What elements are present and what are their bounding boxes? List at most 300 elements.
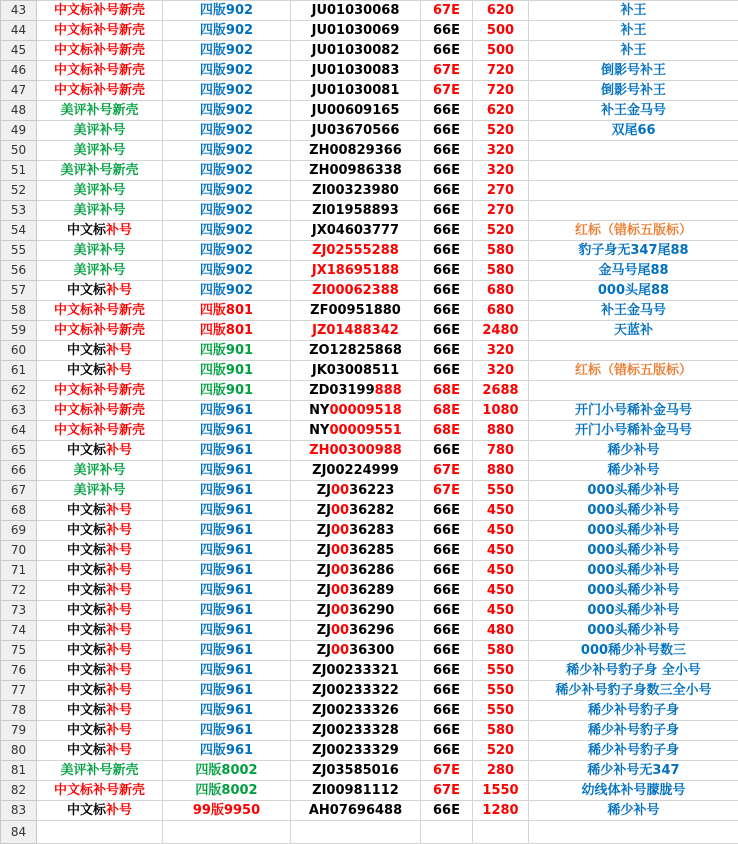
row-number-header[interactable]: 70 <box>1 541 37 561</box>
cell-version[interactable] <box>163 1 291 21</box>
row-number-header[interactable]: 49 <box>1 121 37 141</box>
cell-price[interactable]: 520 <box>473 121 529 141</box>
cell-version[interactable] <box>163 641 291 661</box>
cell-version[interactable] <box>163 221 291 241</box>
cell-serial[interactable] <box>291 261 421 281</box>
cell-note[interactable] <box>529 301 738 321</box>
cell-serial[interactable] <box>291 421 421 441</box>
cell-code[interactable]: 66E <box>421 281 473 301</box>
cell-version[interactable] <box>163 161 291 181</box>
cell-version[interactable] <box>163 181 291 201</box>
cell-price[interactable]: 320 <box>473 161 529 181</box>
cell-note[interactable] <box>529 681 738 701</box>
cell-serial-text: ZI00062388 <box>312 283 399 298</box>
cell-code[interactable]: 66E <box>421 601 473 621</box>
cell-serial[interactable] <box>291 721 421 741</box>
cell-type[interactable] <box>37 461 163 481</box>
cell-code[interactable]: 66E <box>421 321 473 341</box>
cell-price[interactable]: 320 <box>473 141 529 161</box>
cell-price[interactable]: 1280 <box>473 801 529 821</box>
cell-price[interactable]: 680 <box>473 281 529 301</box>
row-number-header[interactable]: 79 <box>1 721 37 741</box>
cell-note[interactable] <box>529 361 738 381</box>
cell-serial[interactable] <box>291 341 421 361</box>
cell-code[interactable]: 66E <box>421 121 473 141</box>
cell-price[interactable]: 520 <box>473 221 529 241</box>
row-number-header[interactable]: 57 <box>1 281 37 301</box>
cell-type[interactable] <box>37 381 163 401</box>
cell-type[interactable] <box>37 201 163 221</box>
cell-type[interactable] <box>37 661 163 681</box>
row-number-header[interactable]: 54 <box>1 221 37 241</box>
cell-type[interactable] <box>37 821 163 844</box>
cell-note[interactable] <box>529 21 738 41</box>
cell-price[interactable]: 780 <box>473 441 529 461</box>
cell-serial[interactable] <box>291 441 421 461</box>
row-number-header[interactable]: 51 <box>1 161 37 181</box>
cell-version[interactable] <box>163 81 291 101</box>
cell-note[interactable] <box>529 61 738 81</box>
cell-serial[interactable] <box>291 701 421 721</box>
cell-serial[interactable] <box>291 801 421 821</box>
row-number-header[interactable]: 58 <box>1 301 37 321</box>
cell-price[interactable]: 1550 <box>473 781 529 801</box>
cell-note[interactable] <box>529 821 738 844</box>
cell-code[interactable]: 66E <box>421 21 473 41</box>
cell-serial[interactable] <box>291 541 421 561</box>
cell-serial[interactable] <box>291 821 421 844</box>
row-number-header[interactable]: 82 <box>1 781 37 801</box>
cell-serial[interactable] <box>291 41 421 61</box>
cell-type[interactable] <box>37 541 163 561</box>
cell-price[interactable]: 320 <box>473 341 529 361</box>
cell-version[interactable] <box>163 41 291 61</box>
cell-code[interactable]: 66E <box>421 521 473 541</box>
cell-price[interactable]: 450 <box>473 541 529 561</box>
cell-version[interactable] <box>163 121 291 141</box>
row-number-header[interactable]: 43 <box>1 1 37 21</box>
cell-version[interactable] <box>163 101 291 121</box>
cell-code[interactable]: 66E <box>421 501 473 521</box>
row-number-header[interactable]: 68 <box>1 501 37 521</box>
cell-note[interactable] <box>529 481 738 501</box>
cell-note[interactable] <box>529 81 738 101</box>
cell-type[interactable] <box>37 641 163 661</box>
cell-price[interactable]: 480 <box>473 621 529 641</box>
cell-type[interactable] <box>37 221 163 241</box>
cell-serial[interactable] <box>291 401 421 421</box>
row-number-header[interactable]: 83 <box>1 801 37 821</box>
cell-code[interactable]: 68E <box>421 381 473 401</box>
row-number-header[interactable]: 73 <box>1 601 37 621</box>
row-number-header[interactable]: 64 <box>1 421 37 441</box>
cell-serial-text: JU01030083 <box>311 63 400 78</box>
cell-type[interactable] <box>37 41 163 61</box>
cell-note[interactable] <box>529 1 738 21</box>
cell-type[interactable] <box>37 101 163 121</box>
cell-code[interactable]: 66E <box>421 801 473 821</box>
cell-code[interactable]: 66E <box>421 581 473 601</box>
cell-price[interactable]: 880 <box>473 421 529 441</box>
cell-price[interactable]: 450 <box>473 501 529 521</box>
cell-note[interactable] <box>529 401 738 421</box>
cell-serial[interactable] <box>291 141 421 161</box>
cell-price[interactable]: 580 <box>473 241 529 261</box>
cell-version[interactable] <box>163 21 291 41</box>
cell-type[interactable] <box>37 521 163 541</box>
cell-code[interactable]: 66E <box>421 161 473 181</box>
cell-serial[interactable] <box>291 301 421 321</box>
cell-version[interactable] <box>163 301 291 321</box>
cell-version[interactable] <box>163 441 291 461</box>
cell-code[interactable]: 67E <box>421 481 473 501</box>
cell-serial[interactable] <box>291 581 421 601</box>
cell-note[interactable] <box>529 421 738 441</box>
cell-note[interactable] <box>529 321 738 341</box>
cell-code[interactable]: 66E <box>421 741 473 761</box>
cell-type[interactable] <box>37 481 163 501</box>
cell-type[interactable] <box>37 241 163 261</box>
cell-price[interactable]: 280 <box>473 761 529 781</box>
cell-code[interactable]: 67E <box>421 81 473 101</box>
row-number-header[interactable]: 50 <box>1 141 37 161</box>
cell-type[interactable] <box>37 361 163 381</box>
cell-serial[interactable] <box>291 241 421 261</box>
row-number-header[interactable]: 61 <box>1 361 37 381</box>
cell-code[interactable]: 66E <box>421 301 473 321</box>
cell-serial[interactable] <box>291 361 421 381</box>
cell-price[interactable]: 2688 <box>473 381 529 401</box>
cell-price[interactable]: 520 <box>473 741 529 761</box>
cell-type[interactable] <box>37 441 163 461</box>
cell-type[interactable] <box>37 161 163 181</box>
cell-price[interactable]: 550 <box>473 701 529 721</box>
cell-type[interactable] <box>37 741 163 761</box>
cell-version[interactable] <box>163 501 291 521</box>
cell-version[interactable] <box>163 661 291 681</box>
cell-version[interactable] <box>163 681 291 701</box>
cell-type[interactable] <box>37 801 163 821</box>
cell-type[interactable] <box>37 261 163 281</box>
cell-note[interactable] <box>529 761 738 781</box>
cell-version[interactable] <box>163 421 291 441</box>
cell-type[interactable] <box>37 21 163 41</box>
row-number-header[interactable]: 62 <box>1 381 37 401</box>
cell-serial[interactable] <box>291 601 421 621</box>
cell-serial[interactable] <box>291 201 421 221</box>
row-number-header[interactable]: 76 <box>1 661 37 681</box>
row-number-header[interactable]: 63 <box>1 401 37 421</box>
cell-price[interactable]: 500 <box>473 21 529 41</box>
cell-note[interactable] <box>529 441 738 461</box>
cell-serial[interactable] <box>291 641 421 661</box>
cell-code[interactable]: 66E <box>421 221 473 241</box>
cell-version[interactable] <box>163 401 291 421</box>
cell-note[interactable] <box>529 201 738 221</box>
cell-version[interactable] <box>163 461 291 481</box>
cell-code[interactable]: 67E <box>421 781 473 801</box>
cell-version[interactable] <box>163 561 291 581</box>
cell-price[interactable]: 450 <box>473 561 529 581</box>
cell-serial[interactable] <box>291 221 421 241</box>
cell-version[interactable] <box>163 521 291 541</box>
cell-note[interactable] <box>529 501 738 521</box>
table-row <box>1 401 738 421</box>
cell-price[interactable]: 450 <box>473 581 529 601</box>
row-number-header[interactable]: 78 <box>1 701 37 721</box>
cell-code[interactable]: 66E <box>421 541 473 561</box>
row-number-header[interactable]: 59 <box>1 321 37 341</box>
row-number-header[interactable]: 52 <box>1 181 37 201</box>
cell-type[interactable] <box>37 561 163 581</box>
row-number-header[interactable]: 60 <box>1 341 37 361</box>
cell-code[interactable]: 66E <box>421 561 473 581</box>
row-number-header[interactable]: 48 <box>1 101 37 121</box>
cell-note[interactable] <box>529 641 738 661</box>
cell-serial[interactable] <box>291 481 421 501</box>
cell-code[interactable]: 68E <box>421 401 473 421</box>
cell-price[interactable]: 2480 <box>473 321 529 341</box>
cell-type[interactable] <box>37 781 163 801</box>
cell-type[interactable] <box>37 401 163 421</box>
cell-serial[interactable] <box>291 121 421 141</box>
cell-code[interactable]: 66E <box>421 261 473 281</box>
cell-note[interactable] <box>529 41 738 61</box>
cell-serial[interactable] <box>291 381 421 401</box>
cell-serial[interactable] <box>291 761 421 781</box>
cell-note[interactable] <box>529 121 738 141</box>
cell-code[interactable]: 66E <box>421 441 473 461</box>
cell-serial-text: ZH00829366 <box>309 143 402 158</box>
cell-serial[interactable] <box>291 621 421 641</box>
cell-code[interactable]: 66E <box>421 101 473 121</box>
cell-price[interactable]: 270 <box>473 201 529 221</box>
cell-type[interactable] <box>37 61 163 81</box>
cell-version[interactable] <box>163 241 291 261</box>
cell-serial[interactable] <box>291 161 421 181</box>
cell-serial[interactable] <box>291 781 421 801</box>
cell-code[interactable]: 67E <box>421 61 473 81</box>
cell-note[interactable] <box>529 141 738 161</box>
cell-price[interactable]: 550 <box>473 661 529 681</box>
cell-price[interactable] <box>473 821 529 844</box>
cell-code[interactable]: 67E <box>421 761 473 781</box>
cell-note[interactable] <box>529 461 738 481</box>
row-number-header[interactable]: 71 <box>1 561 37 581</box>
cell-type[interactable] <box>37 281 163 301</box>
cell-note[interactable] <box>529 341 738 361</box>
cell-note[interactable] <box>529 741 738 761</box>
cell-type[interactable] <box>37 181 163 201</box>
row-number-header[interactable]: 56 <box>1 261 37 281</box>
cell-code[interactable]: 66E <box>421 181 473 201</box>
cell-code[interactable]: 66E <box>421 621 473 641</box>
row-number-header[interactable]: 53 <box>1 201 37 221</box>
cell-code[interactable]: 66E <box>421 641 473 661</box>
cell-type[interactable] <box>37 321 163 341</box>
row-number-header[interactable]: 67 <box>1 481 37 501</box>
cell-serial[interactable] <box>291 661 421 681</box>
cell-note[interactable] <box>529 721 738 741</box>
cell-serial[interactable] <box>291 81 421 101</box>
cell-price[interactable]: 270 <box>473 181 529 201</box>
cell-note[interactable] <box>529 541 738 561</box>
cell-version[interactable] <box>163 601 291 621</box>
cell-price[interactable]: 620 <box>473 101 529 121</box>
cell-version[interactable] <box>163 761 291 781</box>
cell-version[interactable] <box>163 541 291 561</box>
cell-version[interactable] <box>163 361 291 381</box>
row-number-header[interactable]: 72 <box>1 581 37 601</box>
cell-type[interactable] <box>37 681 163 701</box>
cell-note[interactable] <box>529 521 738 541</box>
cell-note[interactable] <box>529 101 738 121</box>
cell-serial[interactable] <box>291 101 421 121</box>
cell-note[interactable] <box>529 381 738 401</box>
cell-version[interactable] <box>163 781 291 801</box>
cell-version[interactable] <box>163 701 291 721</box>
cell-price[interactable]: 450 <box>473 521 529 541</box>
cell-type[interactable] <box>37 701 163 721</box>
row-number-header[interactable]: 45 <box>1 41 37 61</box>
cell-type[interactable] <box>37 81 163 101</box>
cell-version[interactable] <box>163 321 291 341</box>
cell-note[interactable] <box>529 661 738 681</box>
cell-serial[interactable] <box>291 521 421 541</box>
row-number-header[interactable]: 77 <box>1 681 37 701</box>
cell-version[interactable] <box>163 801 291 821</box>
cell-serial[interactable] <box>291 681 421 701</box>
cell-type[interactable] <box>37 1 163 21</box>
cell-serial[interactable] <box>291 1 421 21</box>
cell-serial[interactable] <box>291 281 421 301</box>
row-number-header[interactable]: 81 <box>1 761 37 781</box>
cell-price[interactable]: 320 <box>473 361 529 381</box>
cell-type-text: 美评补号新壳 <box>60 763 139 778</box>
cell-type[interactable] <box>37 501 163 521</box>
cell-version[interactable] <box>163 381 291 401</box>
row-number-header[interactable]: 65 <box>1 441 37 461</box>
cell-serial[interactable] <box>291 501 421 521</box>
cell-note[interactable] <box>529 181 738 201</box>
cell-version[interactable] <box>163 581 291 601</box>
row-number-header[interactable]: 69 <box>1 521 37 541</box>
cell-code[interactable]: 66E <box>421 201 473 221</box>
cell-price[interactable]: 580 <box>473 261 529 281</box>
cell-code[interactable]: 66E <box>421 141 473 161</box>
cell-code[interactable]: 66E <box>421 661 473 681</box>
row-number-header[interactable]: 74 <box>1 621 37 641</box>
cell-code[interactable]: 66E <box>421 701 473 721</box>
cell-code[interactable]: 67E <box>421 461 473 481</box>
cell-type[interactable] <box>37 761 163 781</box>
cell-version[interactable] <box>163 61 291 81</box>
row-number-header[interactable]: 55 <box>1 241 37 261</box>
cell-code[interactable]: 67E <box>421 1 473 21</box>
cell-price[interactable]: 580 <box>473 641 529 661</box>
cell-version[interactable] <box>163 741 291 761</box>
cell-code[interactable]: 66E <box>421 361 473 381</box>
cell-note[interactable] <box>529 801 738 821</box>
cell-serial[interactable] <box>291 321 421 341</box>
cell-code[interactable]: 68E <box>421 421 473 441</box>
cell-price[interactable]: 1080 <box>473 401 529 421</box>
row-number-header[interactable]: 75 <box>1 641 37 661</box>
cell-code[interactable]: 66E <box>421 41 473 61</box>
cell-price[interactable]: 550 <box>473 681 529 701</box>
cell-version[interactable] <box>163 821 291 844</box>
cell-version[interactable] <box>163 201 291 221</box>
cell-serial[interactable] <box>291 561 421 581</box>
cell-price[interactable]: 500 <box>473 41 529 61</box>
row-number-header[interactable]: 47 <box>1 81 37 101</box>
cell-serial[interactable] <box>291 21 421 41</box>
row-number-header[interactable]: 80 <box>1 741 37 761</box>
cell-version[interactable] <box>163 281 291 301</box>
cell-type[interactable] <box>37 121 163 141</box>
cell-code[interactable]: 66E <box>421 241 473 261</box>
cell-code[interactable]: 66E <box>421 681 473 701</box>
cell-serial[interactable] <box>291 61 421 81</box>
cell-note[interactable] <box>529 161 738 181</box>
cell-note[interactable] <box>529 701 738 721</box>
cell-note[interactable] <box>529 561 738 581</box>
cell-type[interactable] <box>37 421 163 441</box>
row-number-header[interactable]: 84 <box>1 821 37 844</box>
cell-type[interactable] <box>37 621 163 641</box>
cell-version[interactable] <box>163 141 291 161</box>
cell-price[interactable]: 880 <box>473 461 529 481</box>
cell-price[interactable]: 680 <box>473 301 529 321</box>
cell-note[interactable] <box>529 581 738 601</box>
cell-price[interactable]: 720 <box>473 81 529 101</box>
cell-code[interactable]: 66E <box>421 721 473 741</box>
cell-note[interactable] <box>529 601 738 621</box>
cell-note[interactable] <box>529 241 738 261</box>
cell-type[interactable] <box>37 581 163 601</box>
cell-note[interactable] <box>529 621 738 641</box>
cell-type[interactable] <box>37 301 163 321</box>
cell-note[interactable] <box>529 781 738 801</box>
cell-version[interactable] <box>163 621 291 641</box>
cell-code[interactable]: 66E <box>421 341 473 361</box>
cell-version[interactable] <box>163 721 291 741</box>
cell-type[interactable] <box>37 721 163 741</box>
cell-type-text: 补号 <box>106 683 133 698</box>
cell-version[interactable] <box>163 341 291 361</box>
cell-type[interactable] <box>37 341 163 361</box>
cell-price[interactable]: 580 <box>473 721 529 741</box>
cell-note[interactable] <box>529 281 738 301</box>
cell-type[interactable] <box>37 601 163 621</box>
cell-price[interactable]: 620 <box>473 1 529 21</box>
cell-serial[interactable] <box>291 741 421 761</box>
cell-price[interactable]: 550 <box>473 481 529 501</box>
cell-price[interactable]: 450 <box>473 601 529 621</box>
row-number-header[interactable]: 46 <box>1 61 37 81</box>
cell-price[interactable]: 720 <box>473 61 529 81</box>
row-number-header[interactable]: 44 <box>1 21 37 41</box>
cell-serial[interactable] <box>291 461 421 481</box>
cell-note[interactable] <box>529 221 738 241</box>
cell-note[interactable] <box>529 261 738 281</box>
cell-type[interactable] <box>37 141 163 161</box>
row-number-header[interactable]: 66 <box>1 461 37 481</box>
cell-version[interactable] <box>163 481 291 501</box>
cell-code[interactable] <box>421 821 473 844</box>
cell-serial[interactable] <box>291 181 421 201</box>
cell-version[interactable] <box>163 261 291 281</box>
